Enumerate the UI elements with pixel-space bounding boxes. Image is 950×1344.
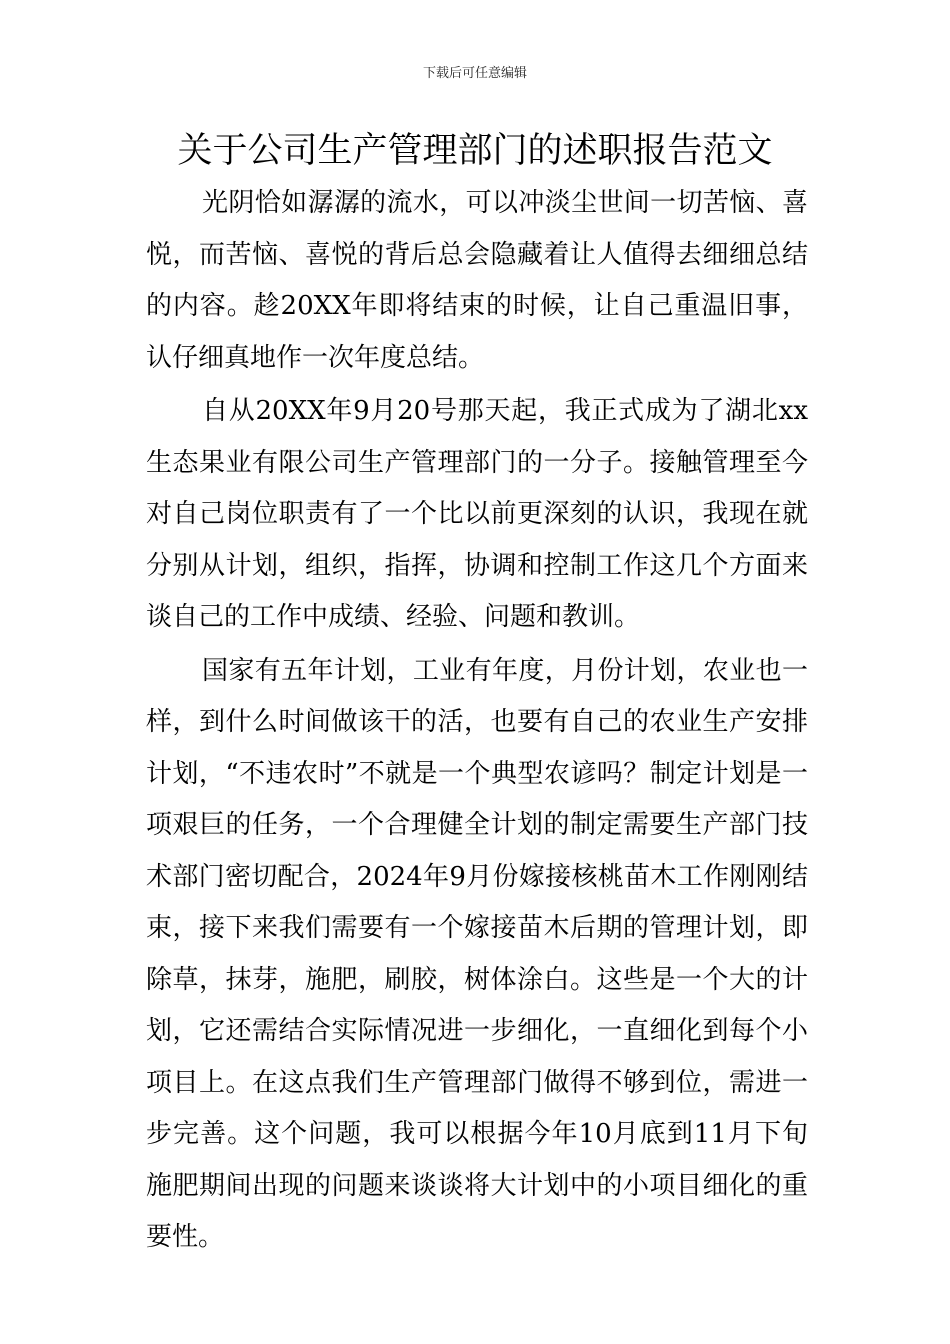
paragraph-3: 国家有五年计划，工业有年度，月份计划，农业也一样，到什么时间做该干的活，也要有自己的农业生产安排计划，“不违农时”不就是一个典型农谚吗？制定计划是一项艰巨的任务，一个合理健全计划的制定需要生产部门技术部门密切配合，2024年9月份嫁接核桃苗木工作刚刚结束，接下来我们需要有一个嫁接苗木后期的管理计划，即除草，抹芽，施肥，刷胶，树体涂白。这些是一个大的计划，它还需结合实际情况进一步细化，一直细化到每个小项目上。在这点我们生产管理部门做得不够到位，需进一步完善。这个问题，我可以根据今年10月底到11月下旬施肥期间出现的问题来谈谈将大计划中的小项目细化的重要性。 bbox=[146, 655, 808, 1252]
document-body bbox=[146, 178, 808, 1264]
paragraph-2: 自从20XX年9月20号那天起，我正式成为了湖北xx生态果业有限公司生产管理部门的一分子。接触管理至今对自己岗位职责有了一个比以前更深刻的认识，我现在就分别从计划，组织，指挥，协调和控制工作这几个方面来谈自己的工作中成绩、经验、问题和教训。 bbox=[146, 396, 808, 632]
header-note: 下载后可任意编辑 bbox=[422, 66, 527, 81]
paragraph-1: 光阴恰如潺潺的流水，可以冲淡尘世间一切苦恼、喜悦，而苦恼、喜悦的背后总会隐藏着让人值得去细细总结的内容。趁20XX年即将结束的时候，让自己重温旧事，认仔细真地作一次年度总结。 bbox=[146, 188, 808, 373]
document-title: 关于公司生产管理部门的述职报告范文 bbox=[177, 131, 773, 171]
